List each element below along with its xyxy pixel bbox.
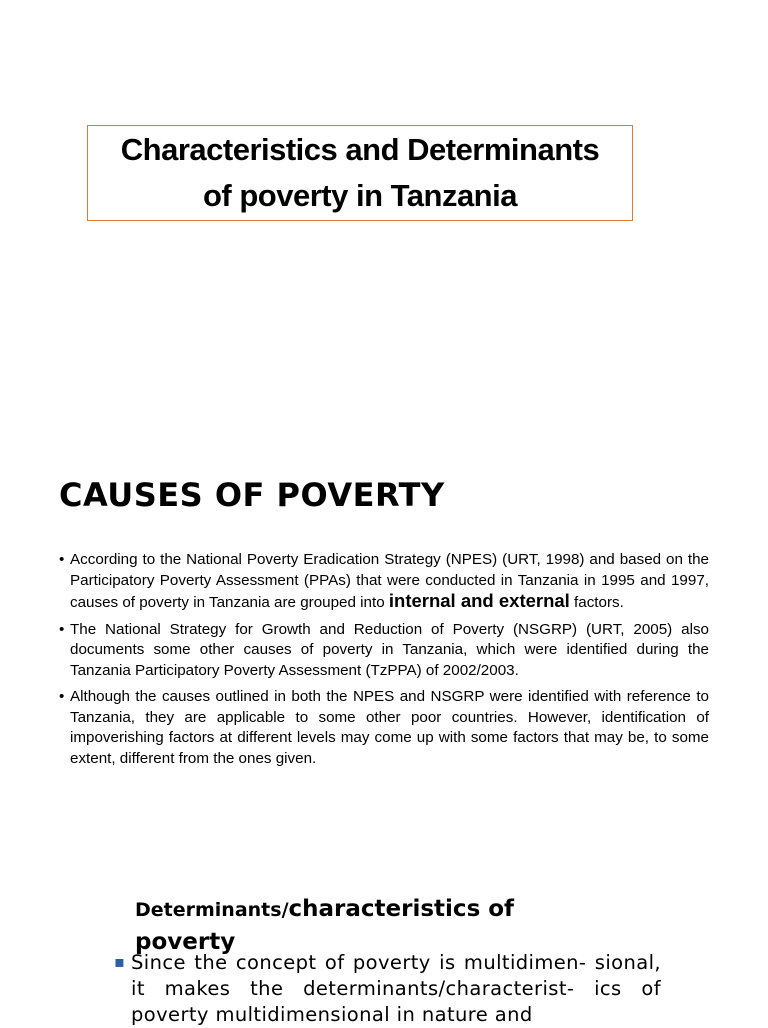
bullet-item-2 [59, 620, 709, 682]
causes-bullet-list [59, 550, 709, 775]
determinants-heading-part-1: Determinants/ [135, 899, 289, 921]
bullet-text: According to the National Poverty Eradication Strategy (NPES) (URT, 1998) and based on the Participatory Poverty Assessment (PPAs) that were conducted in Tanzania in 1995 and 1997, causes of poverty in Tanzania are grouped into [70, 551, 709, 611]
bullet-tail: factors. [569, 594, 624, 611]
bullet-dot-icon: • [59, 620, 65, 638]
determinants-heading [135, 893, 605, 958]
slide-title-line-2: of poverty in Tanzania [203, 178, 517, 213]
bullet-dot-icon: • [59, 688, 65, 705]
bullet-emphasis: internal and external [388, 590, 570, 611]
bullet-dot-icon: • [59, 551, 65, 568]
determinants-heading-part-2: characteristics of poverty [135, 896, 515, 955]
square-bullet-icon: ▪ [114, 952, 125, 971]
causes-heading: CAUSES OF POVERTY [59, 476, 445, 514]
bullet-item-3 [59, 687, 709, 769]
bullet-text: Although the causes outlined in both the NPES and NSGRP were identified with reference to Tanzania, they are applicable to some other poor countries. However, identification of impoverishing factors at different levels may come up with some factors that may be, to some extent, different from the ones given. [70, 688, 709, 767]
bullet-item-1 [59, 550, 709, 614]
determinants-paragraph: Since the concept of poverty is multidimen- sional, it makes the determinants/characterist- ics of poverty multidimensional in nature and [131, 951, 661, 1026]
bullet-text: The National Strategy for Growth and Reduction of Poverty (NSGRP) (URT, 2005) also documents some other causes of poverty in Tanzania, which were identified during the Tanzania Participatory Poverty Assessment (TzPPA) of 2002/2003. [70, 620, 709, 679]
slide-title-line-1: Characteristics and Determinants [120, 132, 600, 167]
slide-title-box [87, 125, 633, 221]
